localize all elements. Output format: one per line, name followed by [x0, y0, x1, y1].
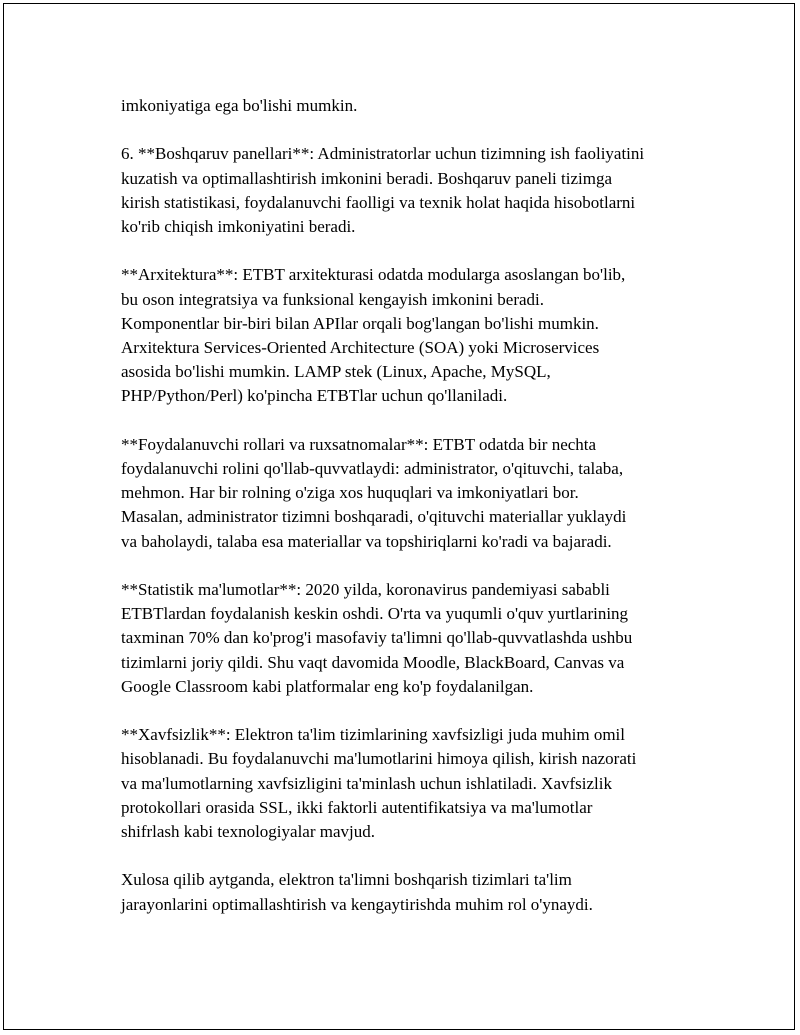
text-line: PHP/Python/Perl) ko'pincha ETBTlar uchun qo'llaniladi. — [121, 386, 508, 406]
text-line: foydalanuvchi rolini qo'llab-quvvatlaydi: administrator, o'qituvchi, talaba, — [121, 459, 624, 478]
text-line: Komponentlar bir-biri bilan APIlar orqali bog'langan bo'lishi mumkin. — [121, 313, 599, 333]
text-line: **Statistik ma'lumotlar**: 2020 yilda, koronavirus pandemiyasi sababli — [121, 580, 610, 599]
text-line: kuzatish va optimallashtirish imkonini beradi. Boshqaruv paneli tizimga — [121, 168, 613, 188]
document-page — [3, 3, 795, 1030]
text-line: jarayonlarini optimallashtirish va kengaytirishda muhim rol o'ynaydi. — [121, 894, 593, 914]
text-line: tizimlarni joriy qildi. Shu vaqt davomida Moodle, BlackBoard, Canvas va — [121, 652, 625, 672]
text-line: imkoniyatiga ega bo'lishi mumkin. — [121, 96, 358, 115]
paragraph-intro-continuation — [121, 94, 721, 118]
text-line: Arxitektura Services-Oriented Architecture (SOA) yoki Microservices — [121, 338, 600, 357]
paragraph-foydalanuvchi-rollari — [121, 433, 721, 554]
paragraph-arxitektura — [121, 263, 721, 408]
paragraph-statistik-malumotlar — [121, 578, 721, 699]
text-line: Xulosa qilib aytganda, elektron ta'limni boshqarish tizimlari ta'lim — [121, 870, 572, 890]
text-line: taxminan 70% dan ko'prog'i masofaviy ta'limni qo'llab-quvvatlashda ushbu — [121, 628, 633, 648]
text-line: ko'rib chiqish imkoniyatini beradi. — [121, 217, 356, 236]
text-line: va baholaydi, talaba esa materiallar va topshiriqlarni ko'radi va bajaradi. — [121, 531, 612, 551]
text-line: **Arxitektura**: ETBT arxitekturasi odatda modularga asoslangan bo'lib, — [121, 265, 626, 285]
text-line: bu oson integratsiya va funksional kengayish imkonini beradi. — [121, 289, 545, 309]
paragraph-boshqaruv-panellari — [121, 142, 721, 239]
text-line: **Foydalanuvchi rollari va ruxsatnomalar**: ETBT odatda bir nechta — [121, 434, 597, 454]
text-line: protokollari orasida SSL, ikki faktorli autentifikatsiya va ma'lumotlar — [121, 797, 593, 817]
paragraph-xulosa — [121, 868, 721, 916]
text-line: Google Classroom kabi platformalar eng ko'p foydalanilgan. — [121, 676, 534, 696]
text-line: 6. **Boshqaruv panellari**: Administratorlar uchun tizimning ish faoliyatini — [121, 144, 645, 164]
document-body — [121, 94, 721, 941]
paragraph-xavfsizlik — [121, 723, 721, 844]
text-line: Masalan, administrator tizimni boshqaradi, o'qituvchi materiallar yuklaydi — [121, 507, 627, 527]
text-line: **Xavfsizlik**: Elektron ta'lim tizimlarining xavfsizligi juda muhim omil — [121, 725, 626, 745]
text-line: shifrlash kabi texnologiyalar mavjud. — [121, 822, 375, 842]
text-line: kirish statistikasi, foydalanuvchi faolligi va texnik holat haqida hisobotlarni — [121, 192, 636, 212]
text-line: va ma'lumotlarning xavfsizligini ta'minlash uchun ishlatiladi. Xavfsizlik — [121, 773, 612, 793]
text-line: mehmon. Har bir rolning o'ziga xos huquqlari va imkoniyatlari bor. — [121, 483, 579, 503]
text-line: hisoblanadi. Bu foydalanuvchi ma'lumotlarini himoya qilish, kirish nazorati — [121, 749, 637, 769]
text-line: asosida bo'lishi mumkin. LAMP stek (Linux, Apache, MySQL, — [121, 362, 551, 382]
text-line: ETBTlardan foydalanish keskin oshdi. O'rta va yuqumli o'quv yurtlarining — [121, 604, 629, 624]
